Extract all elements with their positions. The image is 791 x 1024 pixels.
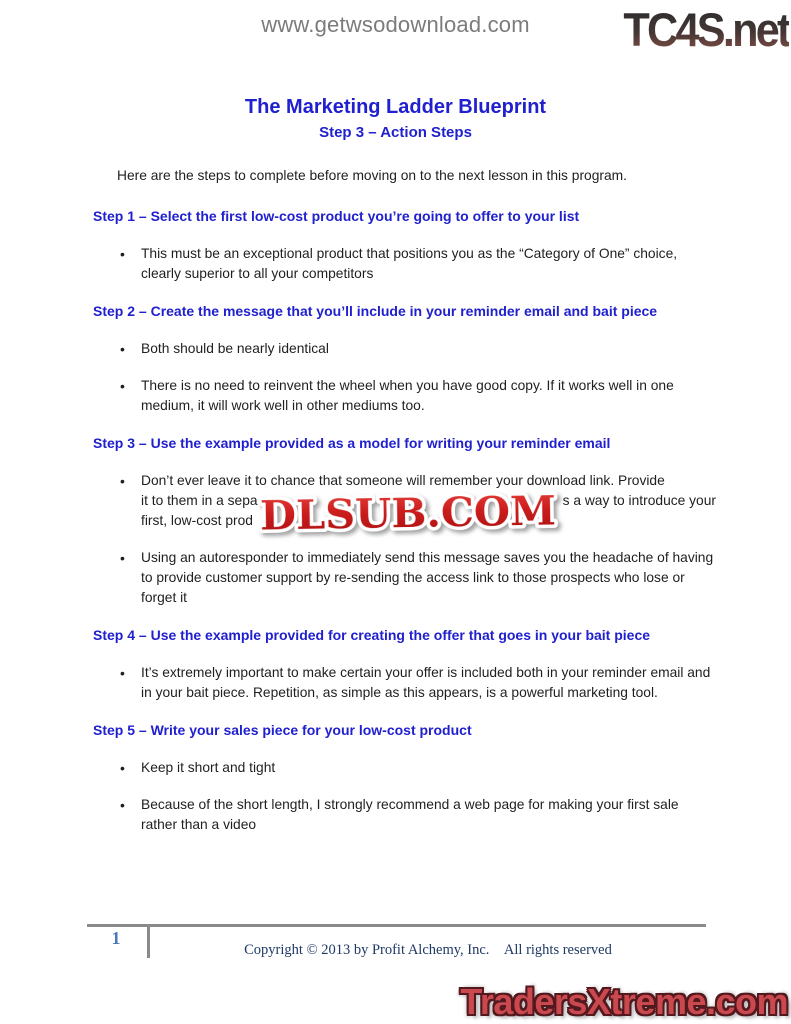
step-heading: Step 1 – Select the first low-cost product you’re going to offer to your list (93, 208, 580, 224)
title-block (0, 94, 791, 144)
list-item (93, 795, 716, 835)
bullet-icon: • (120, 797, 125, 813)
list-item (93, 758, 716, 778)
bullet-icon: • (120, 341, 125, 357)
tc4s-logo: TC4S.net (623, 3, 789, 56)
bullet-text-line: Don’t ever leave it to chance that someone will remember your download link. Provide (141, 473, 665, 488)
bullet-text: Because of the short length, I strongly recommend a web page for making your first sale rather than a video (141, 797, 679, 832)
bullet-text-fragment: s a way to introduce your (562, 493, 716, 508)
bullet-icon: • (120, 665, 125, 681)
bullet-icon: • (120, 246, 125, 262)
dlsub-watermark-text: DLSUB.COM (259, 487, 546, 540)
bullet-icon: • (120, 550, 125, 566)
page-subtitle: Step 3 – Action Steps (319, 124, 472, 141)
footer-rule (87, 924, 706, 927)
page-number: 1 (111, 928, 121, 948)
bullet-text: Keep it short and tight (141, 760, 276, 775)
step-heading: Step 4 – Use the example provided for creating the offer that goes in your bait piece (93, 627, 651, 643)
list-item (93, 548, 716, 608)
bullet-icon: • (120, 473, 125, 489)
intro-paragraph: Here are the steps to complete before moving on to the next lesson in this program. (117, 168, 627, 183)
step-heading: Step 5 – Write your sales piece for your low-cost product (93, 722, 472, 738)
dlsub-watermark (249, 481, 568, 545)
bullet-icon: • (120, 760, 125, 776)
bullet-icon: • (120, 378, 125, 394)
list-item (93, 663, 716, 703)
list-item (93, 339, 716, 359)
site-url: www.getwsodownload.com (261, 12, 530, 37)
bullet-text-fragment: it to them in a sepa (141, 493, 258, 508)
tradersxtreme-logo: TradersXtreme.com (460, 981, 788, 1022)
bullet-list (93, 244, 713, 284)
list-item (93, 244, 716, 284)
bullet-list (93, 663, 713, 703)
bullet-text: There is no need to reinvent the wheel when you have good copy. If it works well in one medium, it will work well in other mediums too. (141, 378, 674, 413)
bullet-text-line: first, low-cost prod (141, 513, 253, 528)
page-title: The Marketing Ladder Blueprint (244, 96, 547, 118)
list-item (93, 376, 716, 416)
step-heading: Step 3 – Use the example provided as a model for writing your reminder email (93, 435, 611, 451)
bullet-list (93, 758, 713, 835)
bullet-text: This must be an exceptional product that positions you as the “Category of One” choice, clearly superior to all your competitors (141, 246, 678, 281)
step-heading: Step 2 – Create the message that you’ll include in your reminder email and bait piece (93, 303, 658, 319)
bullet-text: Using an autoresponder to immediately send this message saves you the headache of having to provide customer support by re-sending the access link to those prospects who lose or forget it (141, 550, 714, 605)
bullet-text: It’s extremely important to make certain your offer is included both in your reminder email and in your bait piece. Repetition, as simple as this appears, is a powerful marketing tool. (141, 665, 711, 700)
copyright-text: Copyright © 2013 by Profit Alchemy, Inc. All rights reserved (244, 942, 612, 958)
bullet-list (93, 339, 713, 416)
bullet-text: Both should be nearly identical (141, 341, 329, 356)
